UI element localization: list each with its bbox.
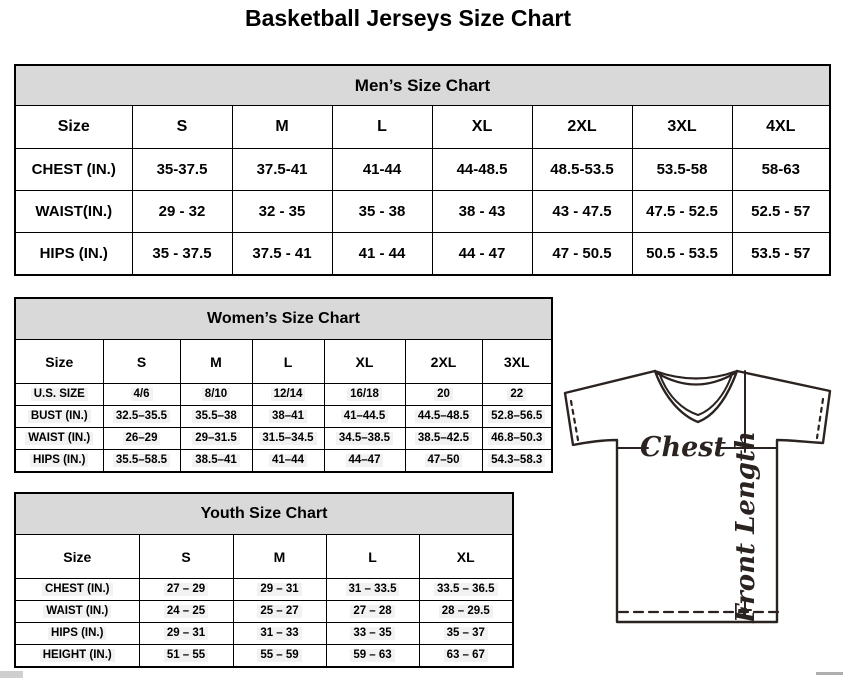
table-section-title: Women’s Size Chart bbox=[15, 298, 552, 340]
youth-size-table bbox=[14, 492, 514, 668]
size-value: 41–44.5 bbox=[324, 406, 405, 428]
size-value: 35 – 37 bbox=[419, 623, 513, 645]
size-value: 22 bbox=[482, 384, 552, 406]
size-value: 53.5-58 bbox=[632, 149, 732, 191]
row-label: HIPS (IN.) bbox=[15, 450, 103, 473]
size-value: 43 - 47.5 bbox=[532, 191, 632, 233]
size-value: 41–44 bbox=[252, 450, 324, 473]
header-row bbox=[15, 106, 830, 149]
womens-size-table bbox=[14, 297, 553, 473]
size-value: 46.8–50.3 bbox=[482, 428, 552, 450]
right-cuff-dashed-seam bbox=[817, 399, 823, 438]
chest-label: Chest bbox=[640, 432, 726, 463]
size-value: 38 - 43 bbox=[432, 191, 532, 233]
row-label: HIPS (IN.) bbox=[15, 623, 139, 645]
size-value: 37.5-41 bbox=[232, 149, 332, 191]
front-length-label: Front Length bbox=[731, 431, 761, 623]
table-row bbox=[15, 384, 552, 406]
size-value: 34.5–38.5 bbox=[324, 428, 405, 450]
size-value: 44-48.5 bbox=[432, 149, 532, 191]
size-value: 35.5–38 bbox=[180, 406, 252, 428]
row-label: WAIST(IN.) bbox=[15, 191, 132, 233]
row-label: HIPS (IN.) bbox=[15, 233, 132, 276]
size-value: 44–47 bbox=[324, 450, 405, 473]
size-value: 31 – 33 bbox=[233, 623, 326, 645]
size-value: 29 - 32 bbox=[132, 191, 232, 233]
size-value: 47–50 bbox=[405, 450, 482, 473]
column-header: 4XL bbox=[732, 106, 830, 149]
size-value: 31.5–34.5 bbox=[252, 428, 324, 450]
table-row bbox=[15, 601, 513, 623]
size-value: 29–31.5 bbox=[180, 428, 252, 450]
size-value: 48.5-53.5 bbox=[532, 149, 632, 191]
size-value: 12/14 bbox=[252, 384, 324, 406]
mens-table-grid bbox=[14, 64, 831, 276]
size-value: 26–29 bbox=[103, 428, 180, 450]
size-value: 31 – 33.5 bbox=[326, 579, 419, 601]
column-header: XL bbox=[324, 340, 405, 384]
table-row bbox=[15, 149, 830, 191]
jersey-collar-back-curves bbox=[655, 371, 737, 385]
column-header: M bbox=[180, 340, 252, 384]
table-row bbox=[15, 450, 552, 473]
size-value: 32 - 35 bbox=[232, 191, 332, 233]
size-value: 47.5 - 52.5 bbox=[632, 191, 732, 233]
column-header: S bbox=[132, 106, 232, 149]
size-value: 27 – 29 bbox=[139, 579, 233, 601]
scrollbar-corner-fragment[interactable] bbox=[0, 671, 23, 678]
size-value: 38.5–41 bbox=[180, 450, 252, 473]
size-value: 20 bbox=[405, 384, 482, 406]
size-value: 55 – 59 bbox=[233, 645, 326, 668]
table-row bbox=[15, 233, 830, 276]
size-value: 33.5 – 36.5 bbox=[419, 579, 513, 601]
size-value: 35 - 37.5 bbox=[132, 233, 232, 276]
youth-table-grid bbox=[14, 492, 514, 668]
column-header: XL bbox=[432, 106, 532, 149]
size-value: 28 – 29.5 bbox=[419, 601, 513, 623]
size-value: 27 – 28 bbox=[326, 601, 419, 623]
table-row bbox=[15, 645, 513, 668]
size-value: 32.5–35.5 bbox=[103, 406, 180, 428]
size-value: 4/6 bbox=[103, 384, 180, 406]
header-row bbox=[15, 535, 513, 579]
size-value: 59 – 63 bbox=[326, 645, 419, 668]
column-header: Size bbox=[15, 340, 103, 384]
size-value: 33 – 35 bbox=[326, 623, 419, 645]
column-header: XL bbox=[419, 535, 513, 579]
size-value: 44 - 47 bbox=[432, 233, 532, 276]
size-value: 8/10 bbox=[180, 384, 252, 406]
column-header: L bbox=[326, 535, 419, 579]
table-row bbox=[15, 191, 830, 233]
womens-table-grid bbox=[14, 297, 553, 473]
column-header: S bbox=[103, 340, 180, 384]
page-title: Basketball Jerseys Size Chart bbox=[244, 5, 571, 31]
row-label: HEIGHT (IN.) bbox=[15, 645, 139, 668]
size-value: 16/18 bbox=[324, 384, 405, 406]
column-header: Size bbox=[15, 535, 139, 579]
table-row bbox=[15, 406, 552, 428]
column-header: 3XL bbox=[482, 340, 552, 384]
column-header: M bbox=[232, 106, 332, 149]
jersey-measurement-diagram bbox=[556, 356, 843, 678]
size-value: 54.3–58.3 bbox=[482, 450, 552, 473]
column-header: L bbox=[332, 106, 432, 149]
header-row bbox=[15, 340, 552, 384]
column-header: S bbox=[139, 535, 233, 579]
table-section-title: Men’s Size Chart bbox=[15, 65, 830, 106]
row-label: BUST (IN.) bbox=[15, 406, 103, 428]
size-value: 58-63 bbox=[732, 149, 830, 191]
size-value: 41 - 44 bbox=[332, 233, 432, 276]
row-label: CHEST (IN.) bbox=[15, 149, 132, 191]
table-row bbox=[15, 623, 513, 645]
row-label: U.S. SIZE bbox=[15, 384, 103, 406]
size-value: 38.5–42.5 bbox=[405, 428, 482, 450]
size-value: 35 - 38 bbox=[332, 191, 432, 233]
size-value: 25 – 27 bbox=[233, 601, 326, 623]
column-header: 3XL bbox=[632, 106, 732, 149]
size-value: 47 - 50.5 bbox=[532, 233, 632, 276]
column-header: 2XL bbox=[405, 340, 482, 384]
size-value: 44.5–48.5 bbox=[405, 406, 482, 428]
mens-size-table bbox=[14, 64, 831, 276]
column-header: M bbox=[233, 535, 326, 579]
size-value: 35.5–58.5 bbox=[103, 450, 180, 473]
size-value: 63 – 67 bbox=[419, 645, 513, 668]
table-row bbox=[15, 579, 513, 601]
table-section-title: Youth Size Chart bbox=[15, 493, 513, 535]
size-value: 41-44 bbox=[332, 149, 432, 191]
size-value: 53.5 - 57 bbox=[732, 233, 830, 276]
size-value: 38–41 bbox=[252, 406, 324, 428]
size-value: 35-37.5 bbox=[132, 149, 232, 191]
scrollbar-thumb-fragment[interactable] bbox=[816, 672, 843, 675]
column-header: Size bbox=[15, 106, 132, 149]
size-value: 24 – 25 bbox=[139, 601, 233, 623]
size-value: 52.8–56.5 bbox=[482, 406, 552, 428]
column-header: L bbox=[252, 340, 324, 384]
row-label: WAIST (IN.) bbox=[15, 428, 103, 450]
jersey-outline bbox=[565, 371, 830, 622]
size-value: 29 – 31 bbox=[139, 623, 233, 645]
size-value: 52.5 - 57 bbox=[732, 191, 830, 233]
table-row bbox=[15, 428, 552, 450]
size-value: 51 – 55 bbox=[139, 645, 233, 668]
column-header: 2XL bbox=[532, 106, 632, 149]
row-label: WAIST (IN.) bbox=[15, 601, 139, 623]
size-value: 37.5 - 41 bbox=[232, 233, 332, 276]
size-value: 50.5 - 53.5 bbox=[632, 233, 732, 276]
row-label: CHEST (IN.) bbox=[15, 579, 139, 601]
size-value: 29 – 31 bbox=[233, 579, 326, 601]
